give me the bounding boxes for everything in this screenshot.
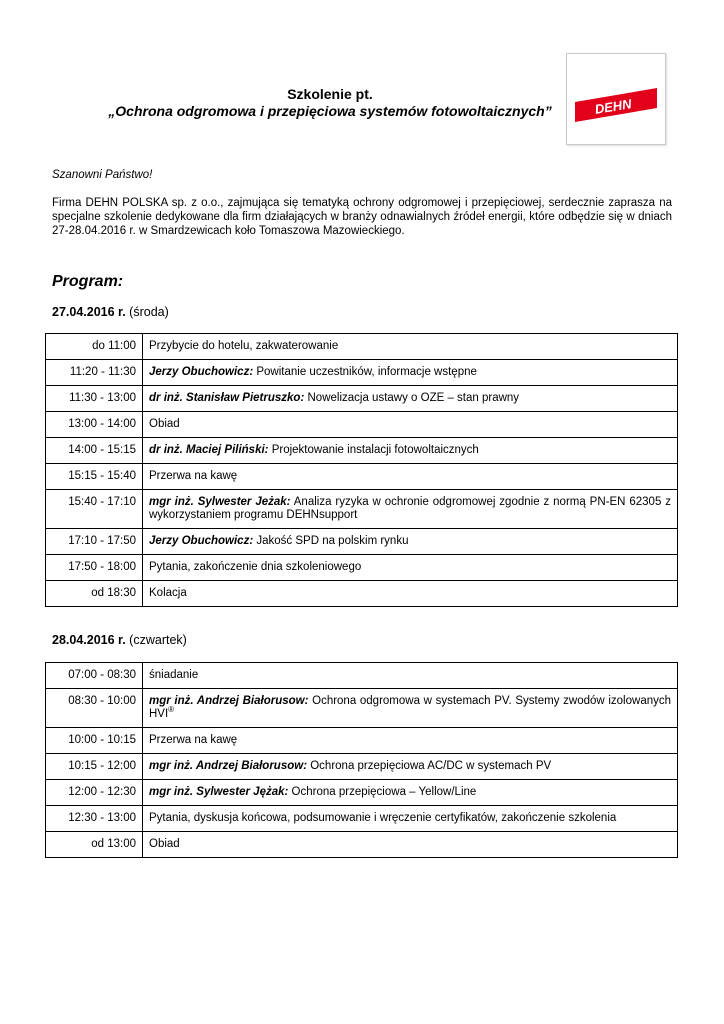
intro-paragraph: Firma DEHN POLSKA sp. z o.o., zajmująca się tematyką ochrony odgromowej i przepięciowej, serdecznie zaprasza na specjalne szkolenie dedykowane dla firm działających w branży odnawialnych źródeł energii, które odbędzie się w dniach 27-28.04.2016 r. w Smardzewicach koło Tomaszowa Mazowieckiego. [52,197,672,237]
schedule-description [143,663,678,689]
schedule-description [143,490,678,529]
program-heading: Program: [52,273,124,290]
schedule-row [46,529,678,555]
session-topic: Powitanie uczestników, informacje wstępne [253,366,477,378]
schedule-description [143,832,678,858]
schedule-row [46,806,678,832]
session-topic: Obiad [149,418,180,430]
schedule-description [143,581,678,607]
speaker-name: mgr inż. Andrzej Białorusow: [149,695,309,707]
schedule-row [46,663,678,689]
schedule-row [46,754,678,780]
document-title-line2: „Ochrona odgromowa i przepięciowa systemów fotowoltaicznych” [108,103,552,119]
schedule-description [143,555,678,581]
schedule-description [143,529,678,555]
session-topic: Ochrona przepięciowa AC/DC w systemach PV [307,760,552,772]
schedule-description [143,386,678,412]
session-topic: Pytania, zakończenie dnia szkoleniowego [149,561,362,573]
session-topic: Przerwa na kawę [149,470,238,482]
speaker-name: dr inż. Maciej Piliński: [149,444,269,456]
schedule-time: 10:00 - 10:15 [46,728,143,754]
day1-schedule-table [45,333,678,607]
schedule-time: 12:30 - 13:00 [46,806,143,832]
schedule-row [46,412,678,438]
session-topic: Jakość SPD na polskim rynku [253,535,409,547]
schedule-time: 15:40 - 17:10 [46,490,143,529]
schedule-time: 08:30 - 10:00 [46,689,143,728]
schedule-time: 11:30 - 13:00 [46,386,143,412]
schedule-description [143,806,678,832]
session-topic: Kolacja [149,587,187,599]
schedule-time: od 13:00 [46,832,143,858]
schedule-row [46,780,678,806]
day2-heading [52,633,187,647]
session-topic: śniadanie [149,669,199,681]
speaker-name: Jerzy Obuchowicz: [149,535,254,547]
schedule-row [46,689,678,728]
speaker-name: Jerzy Obuchowicz: [149,366,254,378]
schedule-time: od 18:30 [46,581,143,607]
schedule-time: 11:20 - 11:30 [46,360,143,386]
session-topic: Przybycie do hotelu, zakwaterowanie [149,340,339,352]
schedule-description [143,464,678,490]
session-topic: Nowelizacja ustawy o OZE – stan prawny [304,392,520,404]
schedule-time: 17:10 - 17:50 [46,529,143,555]
schedule-row [46,490,678,529]
schedule-time: 15:15 - 15:40 [46,464,143,490]
schedule-row [46,581,678,607]
schedule-description [143,438,678,464]
schedule-row [46,360,678,386]
schedule-time: 10:15 - 12:00 [46,754,143,780]
schedule-row [46,832,678,858]
schedule-description [143,334,678,360]
session-topic: Analiza ryzyka w ochronie odgromowej zgodnie z normą PN-EN 62305 z wykorzystaniem programu DEHNsupport [149,496,671,521]
schedule-description [143,754,678,780]
greeting: Szanowni Państwo! [52,169,153,181]
session-topic: Ochrona odgromowa w systemach PV. Systemy zwodów izolowanych HVI [149,695,671,720]
schedule-row [46,386,678,412]
speaker-name: mgr inż. Sylwester Jężak: [149,786,289,798]
schedule-time: do 11:00 [46,334,143,360]
schedule-description [143,689,678,728]
session-topic: Projektowanie instalacji fotowoltaicznych [268,444,479,456]
schedule-description [143,780,678,806]
schedule-time: 14:00 - 15:15 [46,438,143,464]
speaker-name: mgr inż. Andrzej Białorusow: [149,760,308,772]
schedule-time: 17:50 - 18:00 [46,555,143,581]
schedule-row [46,728,678,754]
schedule-row [46,555,678,581]
session-topic: Przerwa na kawę [149,734,238,746]
speaker-name: dr inż. Stanisław Pietruszko: [149,392,305,404]
schedule-description [143,412,678,438]
registered-mark: ® [168,705,175,715]
schedule-time: 12:00 - 12:30 [46,780,143,806]
session-topic: Ochrona przepięciowa – Yellow/Line [288,786,477,798]
document-title-line1: Szkolenie pt. [287,86,373,102]
day1-date: 27.04.2016 r. [52,305,126,319]
schedule-row [46,464,678,490]
day1-weekday: (środa) [129,305,169,319]
schedule-row [46,438,678,464]
day2-date: 28.04.2016 r. [52,633,126,647]
day2-weekday: (czwartek) [129,633,187,647]
day2-schedule-table [45,662,678,858]
schedule-description [143,360,678,386]
schedule-row [46,334,678,360]
speaker-name: mgr inż. Sylwester Jeżak: [149,496,291,508]
session-topic: Pytania, dyskusja końcowa, podsumowanie i wręczenie certyfikatów, zakończenie szkolenia [149,812,617,824]
schedule-time: 07:00 - 08:30 [46,663,143,689]
session-topic: Obiad [149,838,180,850]
schedule-time: 13:00 - 14:00 [46,412,143,438]
logo-text: DEHN [593,96,633,117]
schedule-description [143,728,678,754]
day1-heading [52,305,169,319]
